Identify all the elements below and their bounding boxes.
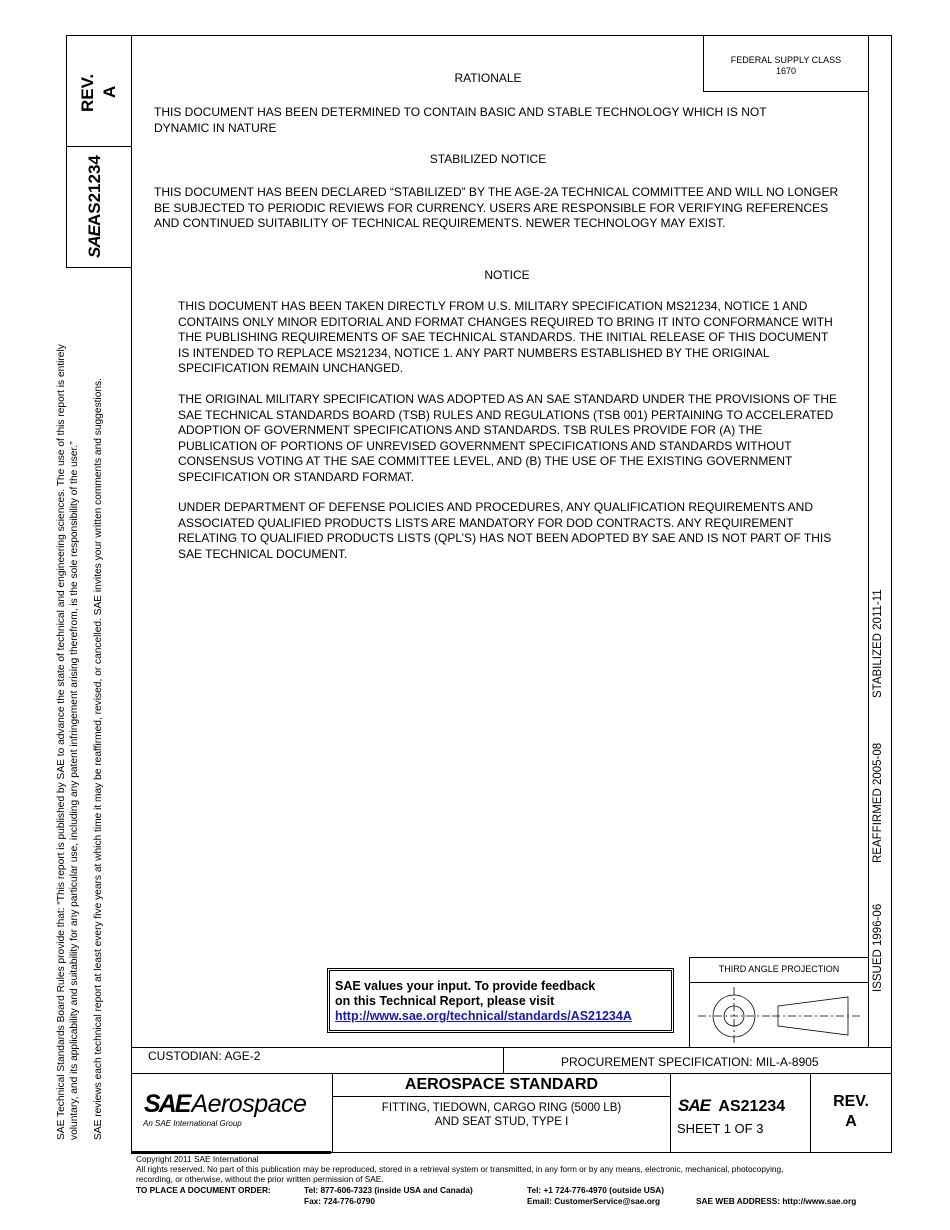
rationale-heading: RATIONALE — [454, 71, 522, 85]
right-strip-line — [868, 35, 869, 1047]
docnum-text: AS21234 — [85, 155, 104, 227]
rev-value: A — [100, 85, 119, 98]
custodian-text: CUSTODIAN: AGE-2 — [148, 1049, 261, 1063]
footer-rights: All rights reserved. No part of this publication may be reproduced, stored in a retrieval system or transmitted, in any form or by any means, electronic, mechanical, photocopying, — [136, 1164, 784, 1174]
standard-title: AEROSPACE STANDARD — [404, 1076, 599, 1093]
footer-tel-inside: Tel: 877-606-7323 (inside USA and Canada) — [304, 1185, 473, 1195]
side-disclaimer-line1: SAE Technical Standards Board Rules provide that: “This report is published by SAE to advance the state of technical and engineering sciences. The use of this report is entirely — [56, 344, 67, 1140]
side-disclaimer-line2: voluntary, and its applicability and suitability for any particular use, including any patent infringement arising therefrom, is the sole responsibility of the user.” — [69, 441, 80, 1140]
footer-web[interactable]: SAE WEB ADDRESS: http://www.sae.org — [696, 1196, 857, 1206]
rev-box — [66, 35, 132, 147]
footer-email[interactable]: Email: CustomerService@sae.org — [527, 1196, 661, 1206]
footer-copyright: Copyright 2011 SAE International — [136, 1154, 259, 1164]
part-title-line1: FITTING, TIEDOWN, CARGO RING (5000 LB) — [381, 1102, 622, 1114]
third-angle-projection-icon — [692, 985, 868, 1045]
side-disclaimer-line3: SAE reviews each technical report at least every five years at which time it may be reaffirmed, revised, or cancelled. SAE invites your written comments and suggestions. — [93, 378, 104, 1140]
feedback-line1: SAE values your input. To provide feedback — [335, 979, 596, 993]
notice-paragraph-1: THIS DOCUMENT HAS BEEN TAKEN DIRECTLY FROM U.S. MILITARY SPECIFICATION MS21234, NOTICE 1 AND CONTAINS ONLY MINOR EDITORIAL AND FORMAT CHANGES REQUIRED TO BRING IT INTO CONFORMANCE WITH THE PUBLISHING REQUIREMENTS OF SAE TECHNICAL STANDARDS. THE INITIAL RELEASE OF THIS DOCUMENT IS INTENDED TO REPLACE MS21234, NOTICE 1. ANY PART NUMBERS ESTABLISHED BY THE ORIGINAL SPECIFICATION REMAIN UNCHANGED. — [178, 299, 833, 375]
footer-rights-2: recording, or otherwise, without the prior written permission of SAE. — [136, 1174, 384, 1184]
sheet-number: SHEET 1 OF 3 — [677, 1121, 764, 1136]
footer-tel-outside: Tel: +1 724-776-4970 (outside USA) — [527, 1185, 665, 1195]
logo-subtitle: An SAE International Group — [143, 1119, 242, 1128]
notice-heading: NOTICE — [484, 268, 530, 282]
status-stabilized: STABILIZED 2011-11 — [872, 589, 884, 698]
federal-supply-value: 1670 — [775, 66, 797, 76]
rationale-body: THIS DOCUMENT HAS BEEN DETERMINED TO CONTAIN BASIC AND STABLE TECHNOLOGY WHICH IS NOT DYNAMIC IN NATURE — [154, 105, 767, 135]
rev-block-value: A — [845, 1113, 857, 1130]
rev-block-label: REV. — [833, 1093, 869, 1110]
federal-supply-label: FEDERAL SUPPLY CLASS — [730, 55, 842, 65]
custodian-divider — [503, 1047, 504, 1074]
procurement-text: PROCUREMENT SPECIFICATION: MIL-A-8905 — [561, 1055, 819, 1069]
title-under-heading — [332, 1096, 671, 1097]
notice-paragraph-2: THE ORIGINAL MILITARY SPECIFICATION WAS ADOPTED AS AN SAE STANDARD UNDER THE PROVISIONS OF THE SAE TECHNICAL STANDARDS BOARD (TSB) RULES AND REGULATIONS (TSB 001) PERTAINING TO ACCELERATED ADOPTION OF GOVERNMENT SPECIFICATIONS AND STANDARDS. TSB RULES PROVIDE FOR (A) THE PUBLICATION OF PORTIONS OF UNREVISED GOVERNMENT SPECIFICATIONS AND STANDARDS WITHOUT CONSENSUS VOTING AT THE SAE COMMITTEE LEVEL, AND (B) THE USE OF THE EXISTING GOVERNMENT SPECIFICATION OR STANDARD FORMAT. — [178, 392, 838, 484]
sae-doc-logo: SAE — [678, 1096, 710, 1115]
sae-logo-mark: SAE — [144, 1090, 190, 1118]
part-title-line2: AND SEAT STUD, TYPE I — [434, 1116, 569, 1128]
status-issued: ISSUED 1996-06 — [872, 903, 884, 992]
projection-label: THIRD ANGLE PROJECTION — [718, 964, 840, 974]
doc-number-block — [678, 1096, 785, 1116]
stabilized-body: THIS DOCUMENT HAS BEEN DECLARED “STABILIZED” BY THE AGE-2A TECHNICAL COMMITTEE AND WILL NO LONGER BE SUBJECTED TO PERIODIC REVIEWS FOR CURRENCY. USERS ARE RESPONSIBLE FOR VERIFYING REFERENCES AND CONTINUED SUITABILITY OF TECHNICAL REQUIREMENTS. NEWER TECHNOLOGY MAY EXIST. — [154, 185, 839, 230]
notice-paragraph-3: UNDER DEPARTMENT OF DEFENSE POLICIES AND PROCEDURES, ANY QUALIFICATION REQUIREMENTS AND ASSOCIATED QUALIFIED PRODUCTS LISTS ARE MANDATORY FOR DOD CONTRACTS. ANY REQUIREMENT RELATING TO QUALIFIED PRODUCTS LISTS (QPL’S) HAS NOT BEEN ADOPTED BY SAE AND IS NOT PART OF THIS SAE TECHNICAL DOCUMENT. — [178, 500, 832, 561]
feedback-link[interactable]: http://www.sae.org/technical/standards/AS21234A — [335, 1009, 632, 1023]
status-reaffirmed: REAFFIRMED 2005-08 — [872, 742, 884, 863]
stabilized-heading: STABILIZED NOTICE — [429, 152, 547, 166]
feedback-url[interactable] — [335, 1009, 632, 1023]
feedback-line2: on this Technical Report, please visit — [335, 994, 555, 1008]
footer-order-label: TO PLACE A DOCUMENT ORDER: — [136, 1185, 271, 1195]
doc-number: AS21234 — [718, 1098, 786, 1115]
projection-divider — [689, 982, 869, 983]
sae-aerospace-logo — [144, 1090, 306, 1119]
rev-label: REV. — [78, 73, 97, 112]
docnum-vertical — [85, 155, 105, 258]
aerospace-logo-word: Aerospace — [191, 1090, 307, 1118]
footer-fax: Fax: 724-776-0790 — [304, 1196, 376, 1206]
sae-logo-small: SAE — [85, 226, 104, 258]
